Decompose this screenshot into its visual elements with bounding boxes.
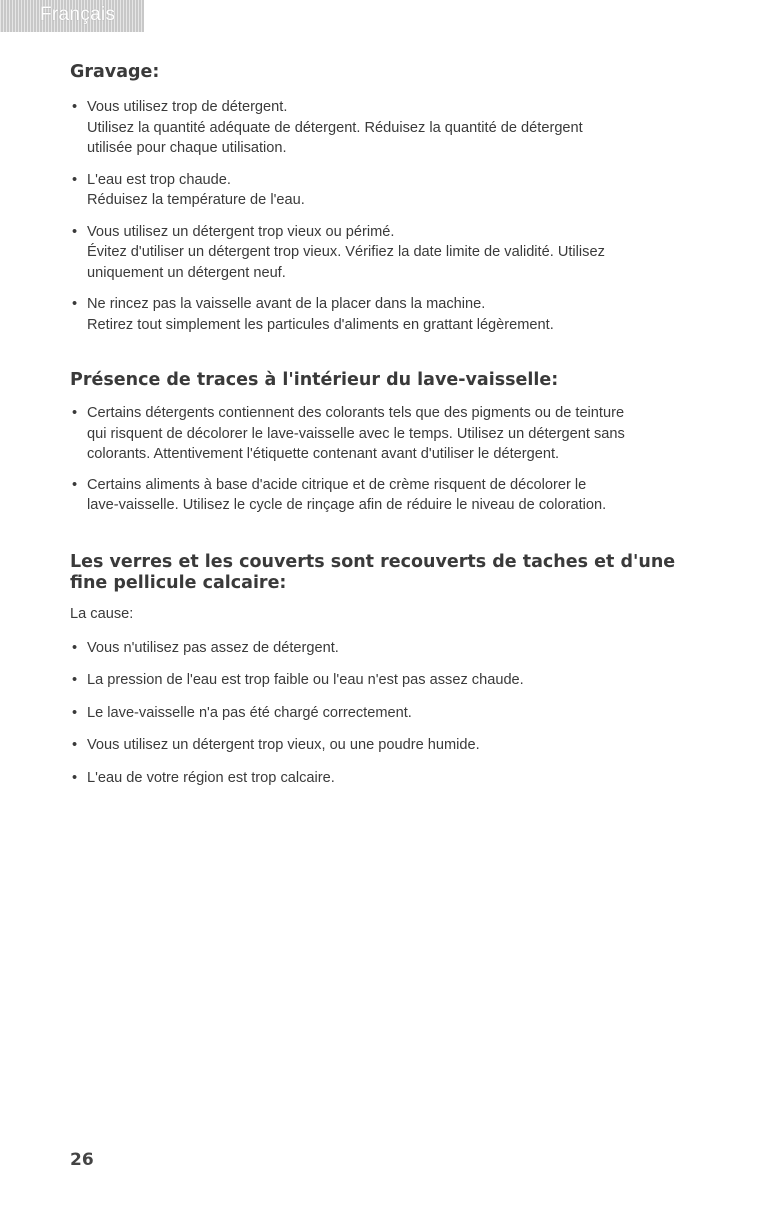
list-item: • L'eau de votre région est trop calcaire.	[70, 768, 730, 789]
list-item: • Vous n'utilisez pas assez de détergent.	[70, 638, 730, 659]
section-title-traces: Présence de traces à l'intérieur du lave-vaisselle:	[70, 370, 559, 390]
list-item	[70, 222, 730, 284]
solution-text: utilisée pour chaque utilisation.	[87, 140, 287, 156]
language-tab	[0, 0, 144, 32]
list-item-text: colorants. Attentivement l'étiquette contenant avant d'utiliser le détergent.	[87, 446, 560, 462]
list-item: • Le lave-vaisselle n'a pas été chargé correctement.	[70, 703, 730, 724]
solution-text: Évitez d'utiliser un détergent trop vieux. Vérifiez la date limite de validité. Utilisez	[87, 244, 605, 260]
problem-text: • Vous utilisez un détergent trop vieux ou périmé.	[87, 223, 395, 240]
list-item	[70, 294, 730, 335]
list-item-text: • Certains détergents contiennent des colorants tels que des pigments ou de teinture	[87, 405, 625, 421]
cause-intro: La cause:	[70, 605, 134, 622]
problem-text: • Vous utilisez trop de détergent.	[87, 99, 288, 115]
gravage-list	[70, 97, 730, 335]
list-item: • La pression de l'eau est trop faible ou l'eau n'est pas assez chaude.	[70, 670, 730, 691]
list-item: • Vous utilisez un détergent trop vieux, ou une poudre humide.	[70, 735, 730, 756]
problem-text: • L'eau est trop chaude.	[87, 171, 231, 188]
problem-text: • Ne rincez pas la vaisselle avant de la placer dans la machine.	[87, 296, 486, 312]
solution-text: Utilisez la quantité adéquate de détergent. Réduisez la quantité de détergent	[87, 119, 583, 136]
list-item-text: qui risquent de décolorer le lave-vaisselle avec le temps. Utilisez un détergent sans	[87, 425, 625, 442]
list-item	[70, 170, 730, 211]
solution-text: Retirez tout simplement les particules d'aliments en grattant légèrement.	[87, 316, 554, 333]
section-title-line: fine pellicule calcaire:	[70, 572, 287, 593]
section-title-gravage: Gravage:	[70, 62, 160, 82]
list-item-text: lave-vaisselle. Utilisez le cycle de rinçage afin de réduire le niveau de coloration.	[87, 497, 607, 513]
list-item	[70, 97, 730, 159]
page-content	[70, 62, 730, 800]
verres-list	[70, 638, 730, 789]
section-title-verres	[70, 552, 730, 594]
traces-list	[70, 403, 730, 516]
solution-text: uniquement un détergent neuf.	[87, 264, 286, 281]
solution-text: Réduisez la température de l'eau.	[87, 192, 305, 208]
list-item-text: • Certains aliments à base d'acide citrique et de crème risquent de décolorer le	[87, 476, 587, 493]
page-number: 26	[70, 1150, 94, 1170]
list-item	[70, 475, 730, 516]
list-item	[70, 403, 730, 465]
language-tab-label: Français	[40, 4, 116, 25]
section-title-line: Les verres et les couverts sont recouverts de taches et d'une	[70, 551, 676, 572]
